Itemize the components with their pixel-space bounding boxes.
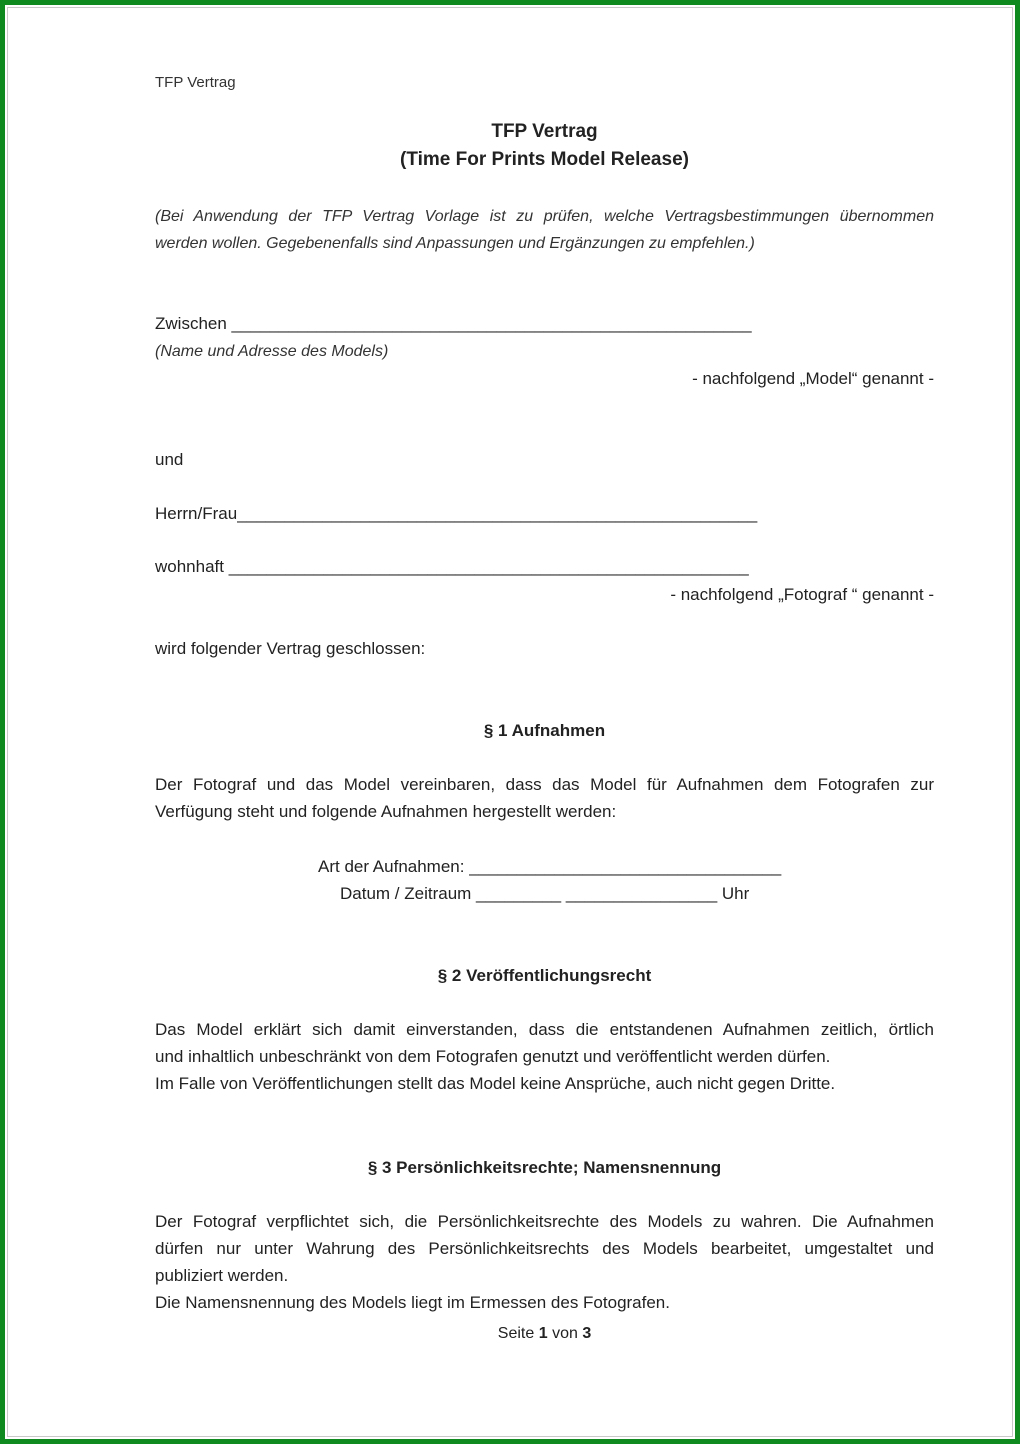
shoot-date-label: Datum / Zeitraum	[340, 884, 472, 903]
section-2-line-1: Das Model erklärt sich damit einverstanden, dass die entstandenen Aufnahmen zeitlich, örtlich	[155, 1020, 934, 1039]
shoot-date-row	[340, 880, 749, 907]
section-3-line-1: Der Fotograf verpflichtet sich, die Persönlichkeitsrechte des Models zu wahren. Die Aufnahmen	[155, 1212, 934, 1231]
address-row	[155, 553, 749, 580]
model-name-field: _______________________________________________________	[231, 314, 752, 333]
model-named-label: - nachfolgend „Model“ genannt -	[692, 369, 934, 388]
title-line-1: TFP Vertrag	[491, 121, 598, 142]
usage-note-line-2: werden wollen. Gegebenenfalls sind Anpassungen und Ergänzungen zu empfehlen.)	[155, 235, 755, 252]
section-2-text	[155, 1016, 934, 1097]
page-word: Seite	[497, 1325, 535, 1342]
page-current: 1	[538, 1325, 548, 1342]
and-label: und	[155, 450, 184, 469]
page-total: 3	[582, 1325, 592, 1342]
shoot-type-label: Art der Aufnahmen:	[318, 857, 465, 876]
section-1-line-1: Der Fotograf und das Model vereinbaren, dass das Model für Aufnahmen dem Fotografen zur	[155, 775, 934, 794]
running-header: TFP Vertrag	[155, 74, 236, 91]
between-row	[155, 310, 752, 337]
section-3-line-3: publiziert werden.	[155, 1266, 289, 1285]
model-hint: (Name und Adresse des Models)	[155, 343, 389, 360]
of-word: von	[552, 1325, 578, 1342]
section-1-heading: § 1 Aufnahmen	[483, 721, 606, 740]
shoot-date-field: _________	[476, 884, 562, 903]
title-line-2: (Time For Prints Model Release)	[400, 149, 689, 170]
person-name-field: _______________________________________________________	[237, 504, 758, 523]
section-1-line-2: Verfügung steht und folgende Aufnahmen hergestellt werden:	[155, 802, 617, 821]
section-3-heading: § 3 Persönlichkeitsrechte; Namensnennung	[367, 1158, 722, 1177]
person-row	[155, 500, 757, 527]
section-1-text	[155, 771, 934, 825]
section-2-line-2: und inhaltlich unbeschränkt von dem Fotografen genutzt und veröffentlicht werden dürfen.	[155, 1047, 831, 1066]
section-3-text	[155, 1208, 934, 1316]
section-3-line-2: dürfen nur unter Wahrung des Persönlichkeitsrechts des Models bearbeitet, umgestaltet und	[155, 1239, 934, 1258]
address-field: _______________________________________________________	[228, 557, 749, 576]
shoot-type-row	[318, 853, 781, 880]
contract-sentence: wird folgender Vertrag geschlossen:	[155, 639, 426, 658]
usage-note-line-1: (Bei Anwendung der TFP Vertrag Vorlage ist zu prüfen, welche Vertragsbestimmungen übernommen	[155, 208, 934, 225]
photographer-named-label: - nachfolgend „Fotograf “ genannt -	[670, 585, 934, 604]
document-title	[155, 118, 934, 174]
between-label: Zwischen	[155, 314, 227, 333]
section-2-heading: § 2 Veröffentlichungsrecht	[437, 966, 652, 985]
shoot-type-field: _________________________________	[469, 857, 782, 876]
section-3-line-4: Die Namensnennung des Models liegt im Ermessen des Fotografen.	[155, 1293, 670, 1312]
address-label: wohnhaft	[155, 557, 224, 576]
page-number	[155, 1320, 934, 1347]
usage-note	[155, 203, 934, 257]
time-unit-label: Uhr	[721, 884, 750, 903]
shoot-time-field: ________________	[565, 884, 718, 903]
person-label: Herrn/Frau	[155, 504, 238, 523]
section-2-line-3: Im Falle von Veröffentlichungen stellt das Model keine Ansprüche, auch nicht gegen Dritte.	[155, 1074, 836, 1093]
